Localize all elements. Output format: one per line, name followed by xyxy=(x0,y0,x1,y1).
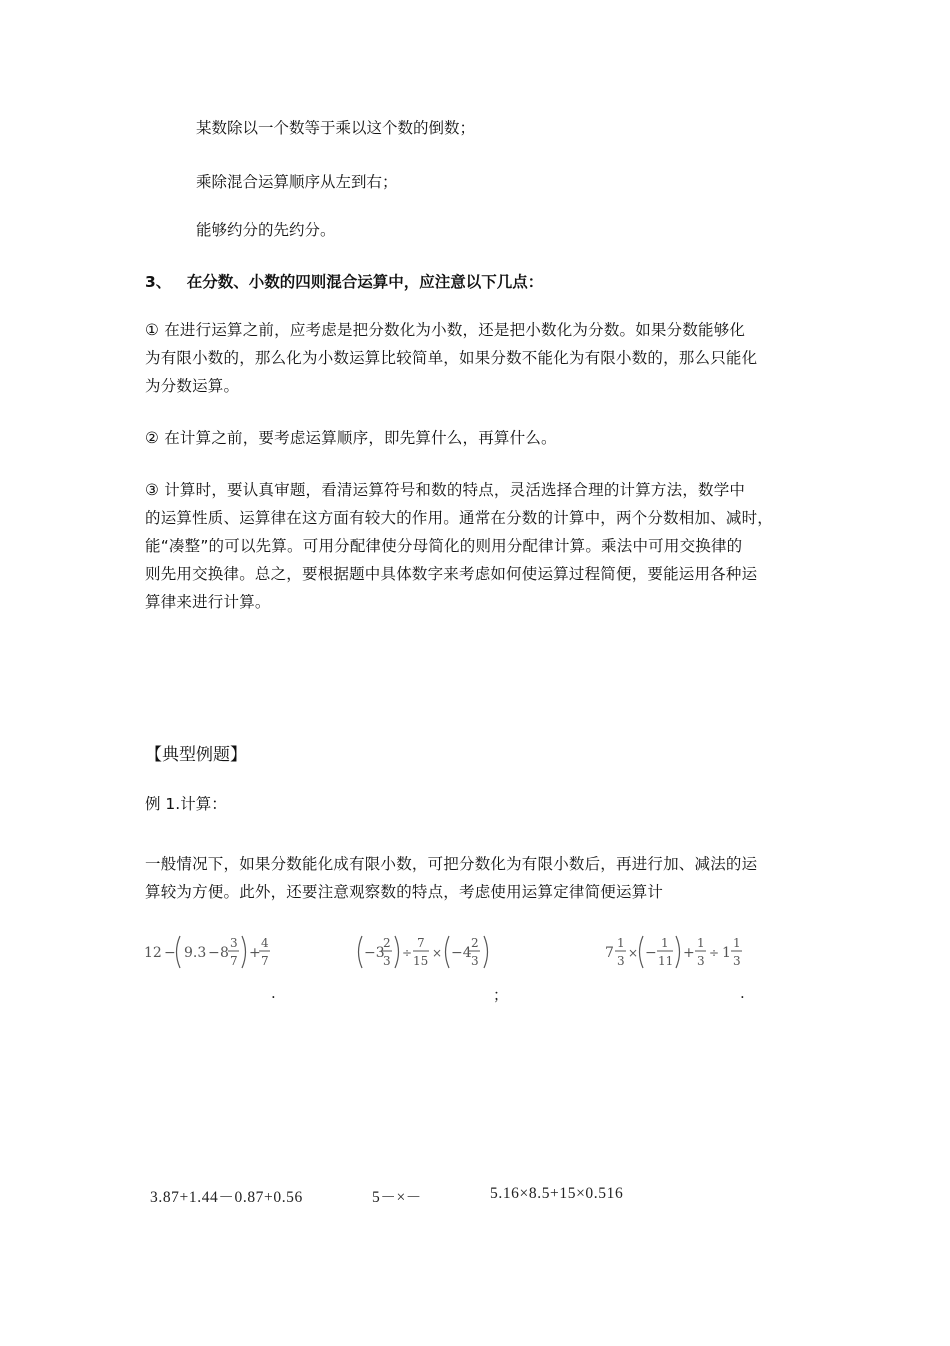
point-1-line: ① 在进行运算之前，应考虑是把分数化为小数，还是把小数化为分数。如果分数能够化 xyxy=(145,321,746,339)
formula-2-end-mark: ； xyxy=(493,986,509,1004)
rule-line-3: 能够约分的先约分。 xyxy=(196,221,336,239)
point-1-line: 为分数运算。 xyxy=(145,377,240,395)
rule-line-1: 某数除以一个数等于乘以这个数的倒数； xyxy=(196,119,476,137)
f1-c-num: 3 xyxy=(230,936,238,950)
f1-d-den: 7 xyxy=(261,954,269,968)
examples-heading: 【典型例题】 xyxy=(145,745,247,765)
f2-div: ÷ xyxy=(402,946,413,960)
formula-3-end-mark: . xyxy=(740,984,745,1002)
f1-c: 8 xyxy=(220,945,229,961)
f3-c-num: 1 xyxy=(697,936,705,950)
f1-plus: + xyxy=(249,945,261,961)
section-number: 3、 xyxy=(145,273,172,291)
f3-b-neg: − xyxy=(645,945,657,961)
f2-close-paren-2 xyxy=(484,936,488,968)
point-3-line: 能“凑整”的可以先算。可用分配律使分母简化的则用分配律计算。乘法中可用交换律的 xyxy=(145,537,743,555)
description-line: 一般情况下，如果分数能化成有限小数，可把分数化为有限小数后，再进行加、减法的运 xyxy=(145,855,758,873)
f1-a: 12 xyxy=(144,945,162,961)
f1-d-num: 4 xyxy=(261,936,269,950)
f3-a-num: 1 xyxy=(617,936,625,950)
point-1 xyxy=(145,316,810,400)
f1-c-den: 7 xyxy=(230,954,238,968)
bottom-expression-1: 3.87+1.44－0.87+0.56 xyxy=(150,1189,303,1206)
point-3-line: ③ 计算时，要认真审题，看清运算符号和数的特点，灵活选择合理的计算方法，数学中 xyxy=(145,481,746,499)
example-1-description xyxy=(145,850,810,906)
f1-b: 9.3 xyxy=(184,945,207,961)
f2-c-num: 2 xyxy=(471,936,479,950)
f3-a-whole: 7 xyxy=(605,945,614,961)
f2-a-den: 3 xyxy=(383,954,391,968)
f3-times: × xyxy=(628,946,639,960)
f2-close-paren-1 xyxy=(395,936,399,968)
bottom-expression-2: 5－×－ xyxy=(372,1189,422,1206)
f3-d-whole: 1 xyxy=(722,945,731,961)
f3-d-num: 1 xyxy=(733,936,741,950)
f1-close-paren xyxy=(242,936,246,968)
formula-1 xyxy=(142,928,282,976)
f3-div: ÷ xyxy=(709,946,720,960)
rule-line-2: 乘除混合运算顺序从左到右； xyxy=(196,173,398,191)
f2-open-paren-2 xyxy=(446,936,450,968)
example-1-label: 例 1.计算： xyxy=(145,795,227,813)
f3-d-den: 3 xyxy=(733,954,741,968)
description-line: 算较为方便。此外，还要注意观察数的特点，考虑使用运算定律简便运算计 xyxy=(145,883,664,901)
point-3-line: 则先用交换律。总之，要根据题中具体数字来考虑如何使运算过程简便，要能运用各种运 xyxy=(145,565,758,583)
formula-1-end-mark: . xyxy=(271,984,276,1002)
f3-close-paren xyxy=(676,936,680,968)
f2-open-paren-1 xyxy=(359,936,363,968)
f3-b-den: 11 xyxy=(658,954,674,968)
f2-c-whole: −4 xyxy=(451,945,472,961)
point-2-line: ② 在计算之前，要考虑运算顺序，即先算什么，再算什么。 xyxy=(145,429,557,447)
f1-open-paren xyxy=(177,936,181,968)
f3-b-num: 1 xyxy=(661,936,669,950)
point-3 xyxy=(145,476,810,616)
point-2 xyxy=(145,424,810,452)
f2-b-den: 15 xyxy=(413,954,429,968)
f2-a-num: 2 xyxy=(383,936,391,950)
f2-times: × xyxy=(432,946,443,960)
section-3-heading xyxy=(145,272,543,292)
formula-2 xyxy=(354,928,504,976)
f3-a-den: 3 xyxy=(617,954,625,968)
f1-minus2: − xyxy=(208,945,220,961)
f3-open-paren xyxy=(640,936,644,968)
section-title: 在分数、小数的四则混合运算中，应注意以下几点： xyxy=(186,273,544,291)
f3-c-den: 3 xyxy=(697,954,705,968)
f2-c-den: 3 xyxy=(471,954,479,968)
point-1-line: 为有限小数的，那么化为小数运算比较简单，如果分数不能化为有限小数的，那么只能化 xyxy=(145,349,758,367)
f2-a-whole: −3 xyxy=(364,945,385,961)
formula-3 xyxy=(603,928,753,976)
point-3-line: 算律来进行计算。 xyxy=(145,593,271,611)
f3-plus: + xyxy=(683,945,695,961)
f1-minus: − xyxy=(164,945,176,961)
bottom-expression-3: 5.16×8.5+15×0.516 xyxy=(490,1185,624,1202)
point-3-line: 的运算性质、运算律在这方面有较大的作用。通常在分数的计算中，两个分数相加、减时， xyxy=(145,509,774,527)
f2-b-num: 7 xyxy=(417,936,425,950)
